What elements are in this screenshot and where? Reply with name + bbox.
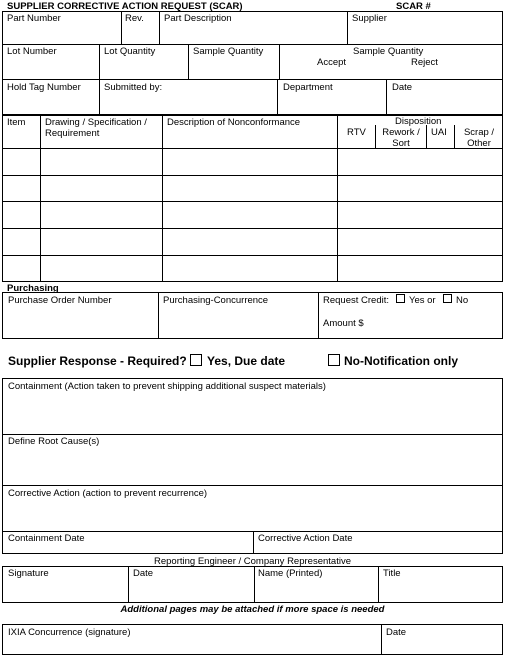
- hold-tag-label: Hold Tag Number: [7, 82, 81, 93]
- sample-quantity-label-2: Sample Quantity: [353, 46, 424, 57]
- yes-due-date-checkbox[interactable]: [190, 354, 202, 366]
- reject-label: Reject: [411, 57, 438, 68]
- corrective-action-label: Corrective Action (action to prevent recurrence): [8, 488, 208, 499]
- lot-number-field[interactable]: [2, 44, 99, 79]
- purchase-order-field[interactable]: [2, 292, 158, 339]
- supplier-field[interactable]: [347, 11, 503, 44]
- table-row[interactable]: [2, 148, 503, 175]
- rev-field[interactable]: [121, 11, 159, 44]
- name-printed-field[interactable]: [254, 566, 378, 603]
- name-printed-label: Name (Printed): [258, 568, 323, 579]
- col-rtv-header: RTV: [347, 127, 366, 138]
- reporting-heading: Reporting Engineer / Company Representative: [154, 556, 351, 567]
- disposition-header: Disposition: [395, 116, 442, 127]
- date-field[interactable]: [386, 79, 503, 115]
- corrective-action-field[interactable]: [2, 485, 503, 531]
- signature-field[interactable]: [2, 566, 128, 603]
- sample-quantity-field[interactable]: [188, 44, 279, 79]
- signature-label: Signature: [8, 568, 49, 579]
- submitted-by-label: Submitted by:: [104, 82, 163, 93]
- part-description-field[interactable]: [159, 11, 347, 44]
- title-field[interactable]: [378, 566, 503, 603]
- sample-accept-reject-field[interactable]: [279, 44, 503, 79]
- department-label: Department: [283, 82, 333, 93]
- yes-due-date-label: Yes, Due date: [207, 354, 286, 368]
- corrective-action-date-field[interactable]: [253, 531, 503, 554]
- sample-quantity-label: Sample Quantity: [193, 46, 264, 57]
- col-scrap-header-2: Other: [467, 138, 491, 149]
- accept-label: Accept: [317, 57, 347, 68]
- col-item-header: Item: [7, 117, 26, 128]
- col-rework-header: Rework /: [382, 127, 420, 138]
- lot-quantity-label: Lot Quantity: [104, 46, 156, 57]
- col-scrap-header: Scrap /: [463, 127, 495, 138]
- reporting-date-label: Date: [133, 568, 154, 579]
- containment-label: Containment (Action taken to prevent shipping additional suspect materials): [8, 381, 326, 392]
- col-drawing-header-2: Requirement: [45, 128, 100, 139]
- part-number-field[interactable]: [2, 11, 121, 44]
- credit-yes-checkbox[interactable]: [396, 294, 405, 303]
- lot-quantity-field[interactable]: [99, 44, 188, 79]
- ixia-concurrence-label: IXIA Concurrence (signature): [8, 627, 131, 638]
- form-title: SUPPLIER CORRECTIVE ACTION REQUEST (SCAR): [7, 1, 243, 12]
- corrective-action-date-label: Corrective Action Date: [258, 533, 353, 544]
- ixia-date-field[interactable]: [381, 624, 503, 655]
- purchase-order-label: Purchase Order Number: [8, 295, 112, 306]
- submitted-by-field[interactable]: [99, 79, 277, 115]
- hold-tag-field[interactable]: [2, 79, 99, 115]
- table-row[interactable]: [2, 175, 503, 201]
- title-label: Title: [383, 568, 401, 579]
- no-notification-checkbox[interactable]: [328, 354, 340, 366]
- department-field[interactable]: [277, 79, 386, 115]
- col-description-header: Description of Nonconformance: [167, 117, 301, 128]
- amount-field[interactable]: [318, 314, 503, 339]
- supplier-label: Supplier: [352, 13, 387, 24]
- containment-date-field[interactable]: [2, 531, 253, 554]
- table-row[interactable]: [2, 255, 503, 282]
- supplier-response-label: Supplier Response - Required?: [8, 354, 187, 368]
- part-description-label: Part Description: [164, 13, 232, 24]
- scar-number-label: SCAR #: [396, 1, 431, 12]
- credit-no-label: No: [456, 295, 469, 306]
- root-cause-field[interactable]: [2, 434, 503, 485]
- date-label: Date: [392, 82, 413, 93]
- table-row[interactable]: [2, 228, 503, 255]
- request-credit-label: Request Credit:: [323, 295, 390, 306]
- ixia-date-label: Date: [386, 627, 407, 638]
- lot-number-label: Lot Number: [7, 46, 57, 57]
- ixia-concurrence-field[interactable]: [2, 624, 381, 655]
- col-rework-header-2: Sort: [392, 138, 410, 149]
- containment-field[interactable]: [2, 378, 503, 434]
- purchasing-heading: Purchasing: [7, 283, 59, 294]
- amount-label: Amount $: [323, 318, 364, 329]
- part-number-label: Part Number: [7, 13, 61, 24]
- credit-yes-label: Yes or: [409, 295, 436, 306]
- containment-date-label: Containment Date: [8, 533, 85, 544]
- credit-no-checkbox[interactable]: [443, 294, 452, 303]
- reporting-date-field[interactable]: [128, 566, 254, 603]
- col-drawing-header: Drawing / Specification /: [45, 117, 147, 128]
- root-cause-label: Define Root Cause(s): [8, 436, 100, 447]
- purchasing-concurrence-label: Purchasing-Concurrence: [163, 295, 269, 306]
- purchasing-concurrence-field[interactable]: [158, 292, 318, 339]
- additional-pages-note: Additional pages may be attached if more space is needed: [120, 604, 385, 615]
- col-uai-header: UAI: [431, 127, 447, 138]
- no-notification-label: No-Notification only: [344, 354, 458, 368]
- rev-label: Rev.: [125, 13, 144, 24]
- table-row[interactable]: [2, 201, 503, 228]
